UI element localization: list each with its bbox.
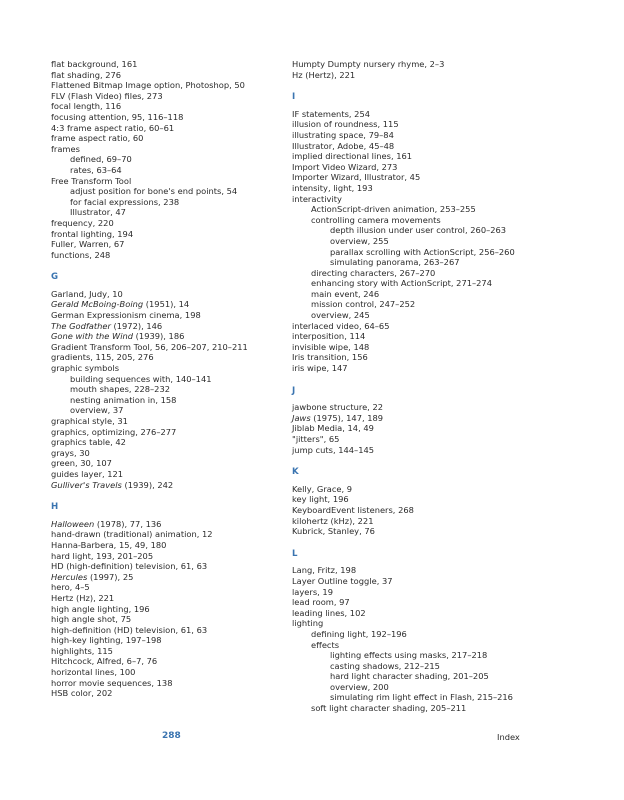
- index-entry: high-key lighting, 197–198: [51, 635, 162, 646]
- entry-title-italic: Gulliver's Travels: [51, 479, 122, 490]
- index-entry: Flattened Bitmap Image option, Photoshop, 50: [51, 80, 245, 91]
- index-entry: [51, 519, 281, 530]
- entry-locator: (1972), 146: [110, 320, 163, 331]
- index-subentry: overview, 200: [330, 681, 389, 692]
- entry-title-italic: Halloween: [51, 518, 95, 529]
- page-number: 288: [162, 731, 181, 741]
- entry-title-italic: Gerald McBoing-Boing: [51, 299, 144, 310]
- index-entry: [51, 299, 281, 310]
- index-entry: graphical style, 31: [51, 416, 128, 426]
- index-entry: interactivity: [292, 193, 342, 204]
- index-subentry: effects: [311, 639, 340, 650]
- index-subentry: overview, 255: [330, 235, 389, 246]
- index-entry: Layer Outline toggle, 37: [292, 575, 393, 586]
- index-entry: German Expressionism cinema, 198: [51, 310, 201, 321]
- index-entry: graphic symbols: [51, 363, 120, 374]
- section-letter-heading: L: [292, 548, 298, 559]
- index-subentry: adjust position for bone's end points, 54: [70, 186, 238, 197]
- index-subentry: enhancing story with ActionScript, 271–274: [311, 278, 492, 289]
- index-subentry: mouth shapes, 228–232: [70, 384, 171, 395]
- index-entry: Kelly, Grace, 9: [292, 483, 353, 494]
- index-subentry: overview, 245: [311, 310, 370, 321]
- index-column-left: [51, 59, 281, 699]
- index-entry: Lang, Fritz, 198: [292, 565, 357, 576]
- index-subentry: lighting effects using masks, 217–218: [330, 650, 488, 661]
- entry-locator: (1997), 25: [87, 571, 134, 582]
- entry-locator: (1951), 14: [143, 299, 190, 310]
- index-subentry: mission control, 247–252: [311, 299, 416, 310]
- index-subentry: nesting animation in, 158: [70, 394, 177, 405]
- index-subentry: Illustrator, 47: [70, 207, 126, 218]
- index-entry: high angle lighting, 196: [51, 603, 150, 614]
- index-entry: Fuller, Warren, 67: [51, 239, 125, 250]
- index-entry: key light, 196: [292, 494, 349, 505]
- index-entry: interlaced video, 64–65: [292, 320, 390, 331]
- index-entry: HSB color, 202: [51, 688, 113, 699]
- index-entry: frame aspect ratio, 60: [51, 133, 144, 144]
- index-entry: Free Transform Tool: [51, 175, 132, 186]
- index-entry: Kubrick, Stanley, 76: [292, 526, 375, 537]
- index-entry: Jiblab Media, 14, 49: [292, 423, 374, 434]
- index-entry: Gradient Transform Tool, 56, 206–207, 210–211: [51, 341, 248, 352]
- index-entry: flat shading, 276: [51, 69, 122, 80]
- index-entry: leading lines, 102: [292, 607, 366, 618]
- section-letter-heading: J: [292, 385, 296, 396]
- index-entry: jump cuts, 144–145: [292, 444, 375, 455]
- index-entry: HD (high-definition) television, 61, 63: [51, 561, 208, 572]
- index-subentry: for facial expressions, 238: [70, 196, 180, 207]
- index-subentry: simulating rim light effect in Flash, 215–216: [330, 692, 513, 703]
- entry-locator: (1939), 186: [133, 331, 185, 342]
- index-entry: highlights, 115: [51, 645, 113, 656]
- index-entry: hard light, 193, 201–205: [51, 550, 154, 561]
- index-entry: green, 30, 107: [51, 458, 112, 469]
- index-entry: Illustrator, Adobe, 45–48: [292, 140, 395, 151]
- index-entry: invisible wipe, 148: [292, 341, 370, 352]
- entry-title-italic: The Godfather: [51, 320, 111, 331]
- index-entry: guides layer, 121: [51, 468, 124, 479]
- section-letter-heading: I: [292, 92, 296, 103]
- section-letter-heading: G: [51, 272, 59, 283]
- index-subentry: overview, 37: [70, 405, 124, 416]
- index-entry: Iris transition, 156: [292, 352, 368, 363]
- index-entry: IF statements, 254: [292, 108, 371, 119]
- index-entry: graphics, optimizing, 276–277: [51, 426, 177, 437]
- entry-locator: (1978), 77, 136: [94, 518, 162, 529]
- index-subentry: parallax scrolling with ActionScript, 256–260: [330, 246, 515, 257]
- index-entry: focal length, 116: [51, 101, 122, 112]
- index-entry: iris wipe, 147: [292, 363, 348, 374]
- index-column-right: [292, 59, 522, 714]
- entry-title-italic: Jaws: [292, 412, 311, 423]
- index-entry: gradients, 115, 205, 276: [51, 352, 154, 363]
- index-entry: 4:3 frame aspect ratio, 60–61: [51, 122, 175, 133]
- index-entry: [51, 480, 281, 491]
- index-entry: kilohertz (kHz), 221: [292, 515, 374, 526]
- section-label: Index: [497, 732, 520, 742]
- index-entry: intensity, light, 193: [292, 182, 373, 193]
- index-entry: horizontal lines, 100: [51, 667, 136, 678]
- index-entry: [51, 321, 281, 332]
- index-entry: Importer Wizard, Illustrator, 45: [292, 172, 421, 183]
- index-subentry: casting shadows, 212–215: [330, 660, 440, 671]
- index-entry: hero, 4–5: [51, 582, 90, 593]
- index-subentry: rates, 63–64: [70, 164, 122, 175]
- index-entry: illustrating space, 79–84: [292, 129, 394, 140]
- index-subentry: simulating panorama, 263–267: [330, 257, 460, 268]
- entry-title-italic: Hercules: [51, 571, 88, 582]
- index-entry: [292, 413, 522, 424]
- index-subentry: directing characters, 267–270: [311, 267, 436, 278]
- index-entry: horror movie sequences, 138: [51, 677, 173, 688]
- index-entry: Hanna-Barbera, 15, 49, 180: [51, 539, 167, 550]
- index-subentry: controlling camera movements: [311, 214, 441, 225]
- index-entry: jawbone structure, 22: [292, 402, 384, 413]
- index-entry: KeyboardEvent listeners, 268: [292, 504, 414, 515]
- index-entry: "jitters", 65: [292, 434, 340, 444]
- index-subentry: depth illusion under user control, 260–263: [330, 225, 507, 236]
- index-entry: high angle shot, 75: [51, 614, 132, 625]
- index-subentry: hard light character shading, 201–205: [330, 671, 489, 682]
- index-entry: Hertz (Hz), 221: [51, 592, 115, 603]
- index-entry: layers, 19: [292, 586, 333, 597]
- index-entry: functions, 248: [51, 249, 111, 260]
- index-entry: lead room, 97: [292, 597, 350, 608]
- entry-locator: (1975), 147, 189: [310, 412, 384, 423]
- index-entry: interposition, 114: [292, 331, 366, 342]
- index-entry: Hz (Hertz), 221: [292, 69, 356, 80]
- entry-title-italic: Gone with the Wind: [51, 331, 134, 342]
- index-entry: [51, 572, 281, 583]
- index-subentry: ActionScript-driven animation, 253–255: [311, 204, 476, 215]
- section-letter-heading: K: [292, 467, 299, 478]
- index-entry: frames: [51, 143, 80, 154]
- index-entry: flat background, 161: [51, 59, 138, 69]
- index-subentry: defined, 69–70: [70, 154, 132, 165]
- section-letter-heading: H: [51, 502, 59, 513]
- index-entry: Import Video Wizard, 273: [292, 161, 398, 172]
- index-subentry: building sequences with, 140–141: [70, 373, 212, 384]
- index-entry: frequency, 220: [51, 217, 114, 228]
- entry-locator: (1939), 242: [121, 479, 174, 490]
- index-entry: Humpty Dumpty nursery rhyme, 2–3: [292, 59, 445, 69]
- index-entry: illusion of roundness, 115: [292, 119, 399, 130]
- index-entry: frontal lighting, 194: [51, 228, 134, 239]
- index-entry: [51, 331, 281, 342]
- index-entry: grays, 30: [51, 447, 90, 458]
- index-entry: high-definition (HD) television, 61, 63: [51, 624, 208, 635]
- index-subentry: soft light character shading, 205–211: [311, 703, 467, 714]
- index-entry: implied directional lines, 161: [292, 151, 413, 162]
- index-subentry: defining light, 192–196: [311, 628, 407, 639]
- index-entry: lighting: [292, 618, 324, 629]
- index-entry: focusing attention, 95, 116–118: [51, 111, 184, 122]
- index-entry: FLV (Flash Video) files, 273: [51, 90, 163, 101]
- index-entry: Hitchcock, Alfred, 6–7, 76: [51, 656, 158, 667]
- index-entry: graphics table, 42: [51, 437, 126, 448]
- index-entry: hand-drawn (traditional) animation, 12: [51, 529, 213, 540]
- index-entry: Garland, Judy, 10: [51, 288, 123, 299]
- index-subentry: main event, 246: [311, 288, 380, 299]
